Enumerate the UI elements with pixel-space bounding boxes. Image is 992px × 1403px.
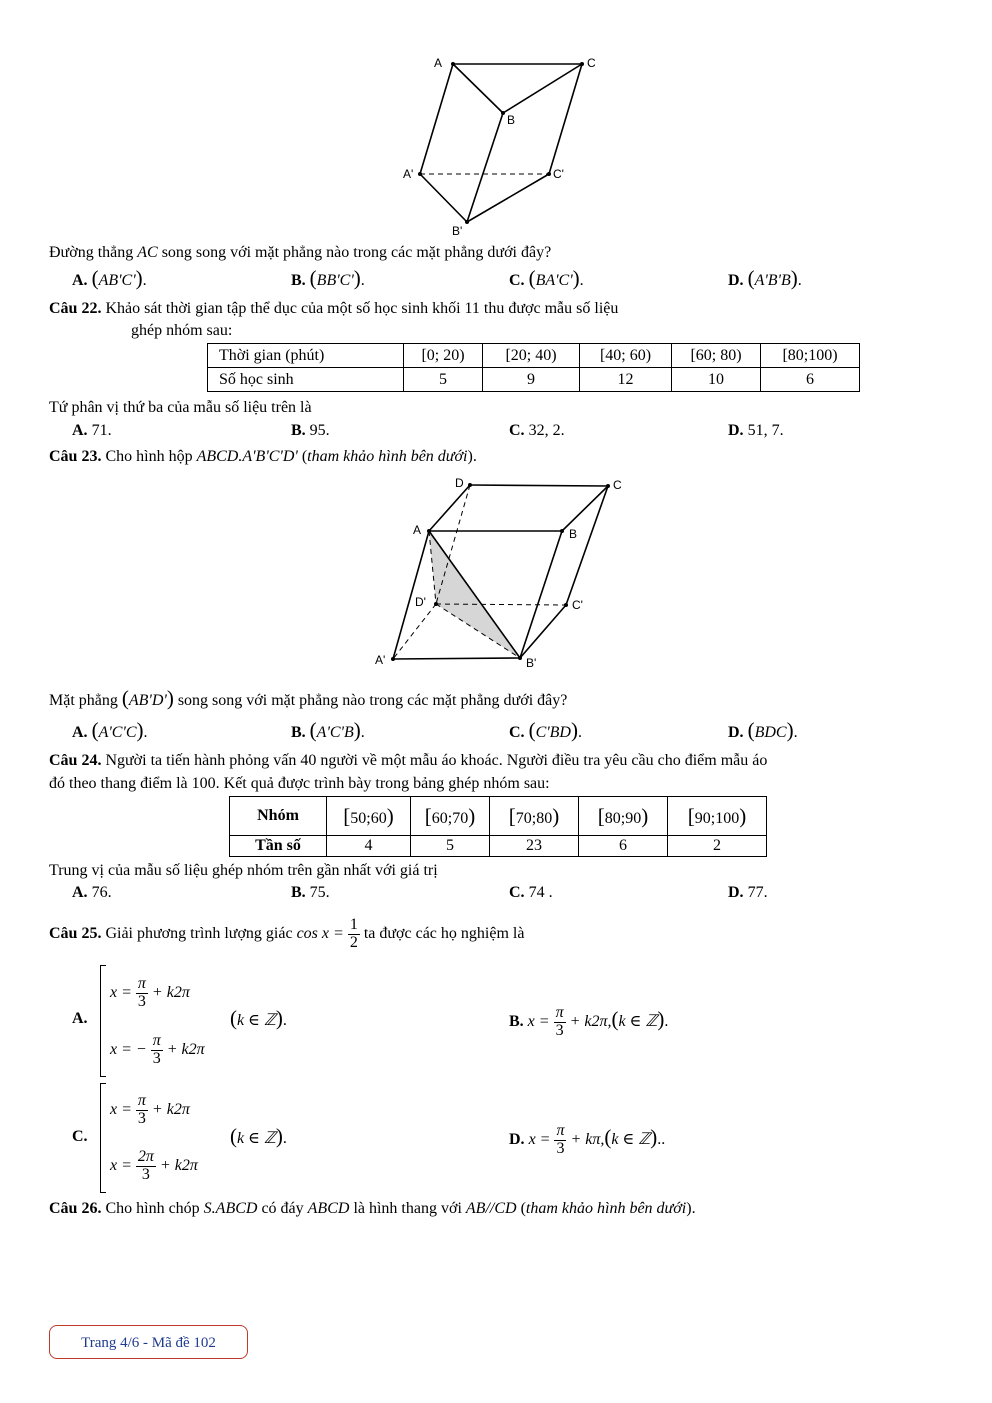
- q24-option-c[interactable]: C. 74 .: [509, 884, 553, 901]
- vertex-label-C1: C': [553, 167, 564, 181]
- q25-option-b[interactable]: B. x = $\frac{\pi}{3}$ + k2π,(k ∈ ℤ).: [509, 1004, 669, 1039]
- q23-question: Mặt phẳng (AB'D') song song với mặt phẳng nào trong các mặt phẳng dưới đây?: [49, 686, 568, 710]
- q23-option-a[interactable]: A. (A'C'C).: [72, 718, 148, 742]
- q26-stem: Câu 26. Cho hình chóp S.ABCD có đáy ABCD là hình thang với AB//CD (tham khảo hình bên dưới).: [49, 1200, 696, 1217]
- vertex-label-C1: C': [572, 598, 583, 612]
- q22-stem-line2: ghép nhóm sau:: [131, 322, 233, 339]
- vertex-label-B1: B': [452, 224, 463, 238]
- vertex-label-D: D: [455, 476, 464, 490]
- vertex-label-A: A: [434, 56, 443, 70]
- q21-option-b[interactable]: B. (BB'C').: [291, 266, 365, 290]
- q22-header-count: Số học sinh: [208, 368, 404, 392]
- q24-stem-line1: Câu 24. Người ta tiến hành phỏng vấn 40 người về một mẫu áo khoác. Người điều tra yêu cầu cho điểm mẫu áo: [49, 752, 768, 769]
- vertex-label-C: C: [613, 478, 622, 492]
- q24-header-freq: Tần số: [230, 836, 327, 857]
- vertex-label-B1: B': [526, 656, 537, 670]
- q24-option-b[interactable]: B. 75.: [291, 884, 330, 901]
- q23-option-b[interactable]: B. (A'C'B).: [291, 718, 365, 742]
- q24-option-d[interactable]: D. 77.: [728, 884, 768, 901]
- prism-figure: [0, 0, 992, 240]
- vertex-label-D1: D': [415, 595, 426, 609]
- q24-header-group: Nhóm: [230, 797, 327, 836]
- q22-question: Tứ phân vị thứ ba của mẫu số liệu trên là: [49, 399, 312, 416]
- q24-option-a[interactable]: A. 76.: [72, 884, 112, 901]
- q23-stem: Câu 23. Cho hình hộp ABCD.A'B'C'D' (tham khảo hình bên dưới).: [49, 448, 477, 465]
- q25-stem: Câu 25. Giải phương trình lượng giác cos x = $\frac{1}{2}$ ta được các họ nghiệm là: [49, 916, 525, 951]
- q25-option-d[interactable]: D. x = $\frac{\pi}{3}$ + kπ,(k ∈ ℤ)..: [509, 1122, 666, 1157]
- q21-option-c[interactable]: C. (BA'C').: [509, 266, 584, 290]
- q22-header-time: Thời gian (phút): [208, 344, 404, 368]
- q22-option-c[interactable]: C. 32, 2.: [509, 422, 565, 439]
- vertex-label-B: B: [507, 113, 516, 127]
- vertex-label-A1: A': [403, 167, 414, 181]
- q22-option-b[interactable]: B. 95.: [291, 422, 330, 439]
- q22-option-d[interactable]: D. 51, 7.: [728, 422, 784, 439]
- vertex-label-C: C: [587, 56, 596, 70]
- q21-stem: Đường thẳng AC song song với mặt phẳng nào trong các mặt phẳng dưới đây?: [49, 244, 552, 261]
- q24-table: Nhóm [50;60) [60;70) [70;80) [80;90) [90;100) Tần số 4 5 23 6 2: [229, 796, 767, 857]
- q23-option-c[interactable]: C. (C'BD).: [509, 718, 582, 742]
- vertex-label-A1: A': [375, 653, 386, 667]
- vertex-label-A: A: [413, 523, 422, 537]
- vertex-label-B: B: [569, 527, 578, 541]
- q24-stem-line2: đó theo thang điểm là 100. Kết quả được trình bày trong bảng ghép nhóm sau:: [49, 775, 550, 792]
- q23-option-d[interactable]: D. (BDC).: [728, 718, 798, 742]
- page-footer: Trang 4/6 - Mã đề 102: [49, 1325, 248, 1359]
- parallelepiped-figure: [0, 470, 992, 680]
- q21-option-a[interactable]: A. (AB'C').: [72, 266, 147, 290]
- q24-question: Trung vị của mẫu số liệu ghép nhóm trên gần nhất với giá trị: [49, 862, 438, 879]
- q21-option-d[interactable]: D. (A'B'B).: [728, 266, 802, 290]
- q22-stem-line1: Câu 22. Khảo sát thời gian tập thể dục của một số học sinh khối 11 thu được mẫu số liệu: [49, 300, 619, 317]
- q22-option-a[interactable]: A. 71.: [72, 422, 112, 439]
- q22-table: Thời gian (phút) [0; 20) [20; 40) [40; 60) [60; 80) [80;100) Số học sinh 5 9 12 10 6: [207, 343, 860, 392]
